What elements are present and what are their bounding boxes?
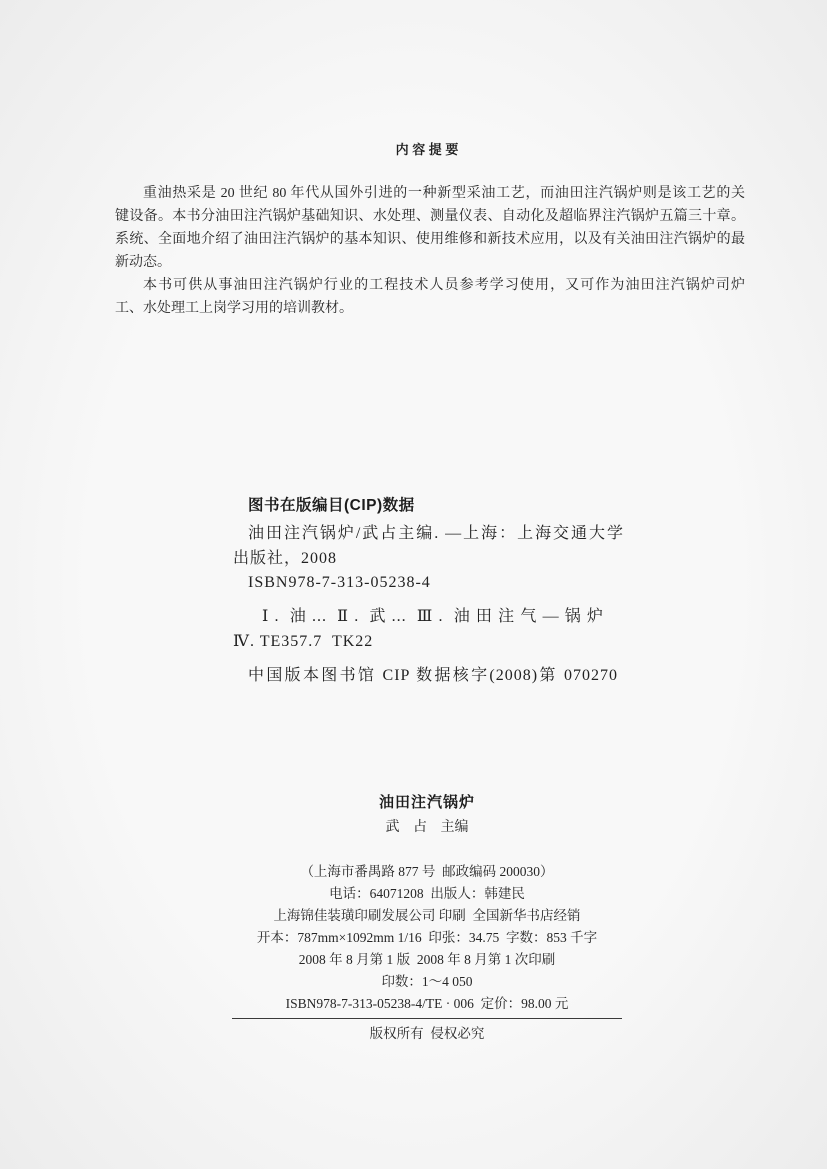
- cip-line: 油田注汽锅炉/武占主编. —上海：上海交通大学: [248, 525, 624, 542]
- colophon-editor: 武 占 主编: [385, 820, 469, 835]
- summary-line: 本书可供从事油田注汽锅炉行业的工程技术人员参考学习使用，又可作为油田注汽锅炉司炉: [143, 278, 745, 294]
- colophon-rights: 版权所有 侵权必究: [369, 1026, 485, 1041]
- colophon-format: 开本：787mm×1092mm 1/16 印张：34.75 字数：853 千字: [256, 930, 598, 945]
- colophon-details: [227, 817, 627, 1015]
- colophon-print-run: 印数：1～4 050: [381, 974, 473, 989]
- cip-line: 出版社，2008: [233, 550, 338, 567]
- colophon-divider: [232, 1018, 622, 1019]
- colophon-book-title: 油田注汽锅炉: [378, 794, 475, 811]
- cip-classification: Ⅳ. TE357.7 TK22: [233, 633, 374, 650]
- colophon-address: （上海市番禺路 877 号 邮政编码 200030）: [300, 864, 554, 879]
- summary-line: 重油热采是 20 世纪 80 年代从国外引进的一种新型采油工艺，而油田注汽锅炉则是该工艺的关: [143, 185, 745, 201]
- summary-title: 内 容 提 要: [395, 142, 459, 157]
- summary-line: 键设备。本书分油田注汽锅炉基础知识、水处理、测量仪表、自动化及超临界注汽锅炉五篇三十章。: [115, 208, 745, 224]
- cip-record-number: 中国版本图书馆 CIP 数据核字(2008)第 070270: [248, 667, 618, 684]
- summary-line: 新动态。: [115, 255, 171, 271]
- summary-line: 工、水处理工上岗学习用的培训教材。: [115, 301, 353, 317]
- summary-line: 系统、全面地介绍了油田注汽锅炉的基本知识、使用维修和新技术应用，以及有关油田注汽锅炉的最: [115, 231, 745, 247]
- cip-line: Ⅰ. 油... Ⅱ. 武... Ⅲ. 油田注气—锅炉: [262, 608, 604, 625]
- colophon-isbn-price: ISBN978-7-313-05238-4/TE · 006 定价：98.00 元: [285, 996, 569, 1011]
- summary-body: [115, 182, 745, 321]
- colophon-contact: 电话：64071208 出版人：韩建民: [329, 886, 525, 901]
- colophon-edition: 2008 年 8 月第 1 版 2008 年 8 月第 1 次印刷: [298, 952, 556, 967]
- colophon-printer: 上海锦佳装璜印刷发展公司 印刷 全国新华书店经销: [273, 908, 581, 923]
- colophon-publisher: [227, 839, 627, 861]
- cip-isbn: ISBN978-7-313-05238-4: [248, 574, 431, 591]
- cip-heading: 图书在版编目(CIP)数据: [248, 497, 415, 514]
